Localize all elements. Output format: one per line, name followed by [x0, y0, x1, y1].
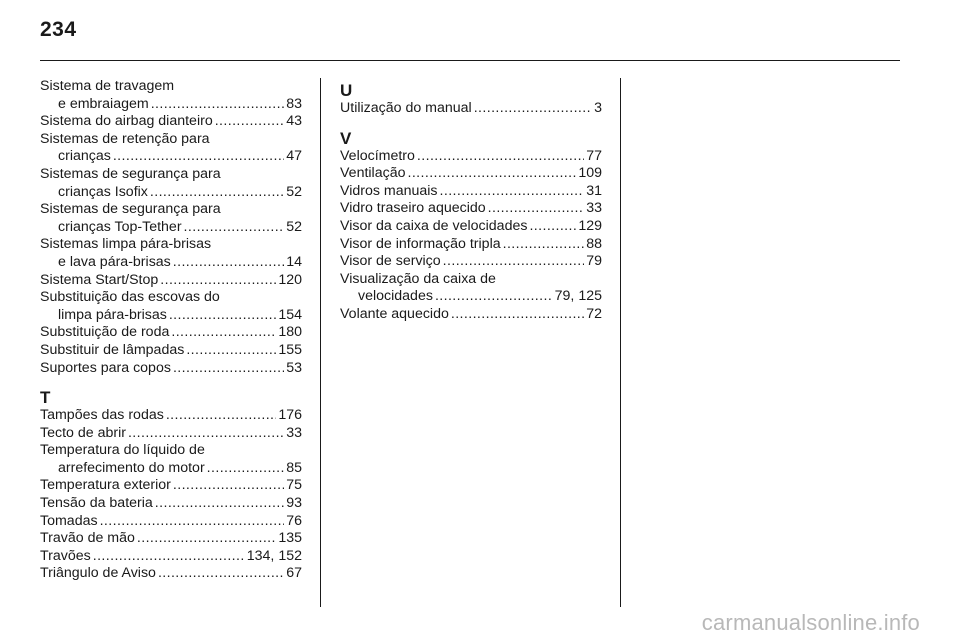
entry-title: Substituição de roda: [40, 324, 170, 341]
entry-title: Visor de informação tripla: [340, 235, 501, 252]
dot-leader: [169, 307, 277, 325]
index-entry: [40, 565, 302, 583]
index-entry: [40, 324, 302, 342]
dot-leader: [151, 96, 285, 114]
entry-page-number: 155: [278, 341, 302, 358]
index-letter-heading: V: [340, 128, 352, 148]
entry-page-number: 85: [286, 459, 302, 476]
entry-title: Substituir de lâmpadas: [40, 341, 185, 358]
dot-leader: [166, 407, 277, 425]
entry-title: Vidros manuais: [340, 182, 438, 199]
entry-page-number: 134, 152: [246, 547, 302, 564]
index-entry: [40, 407, 302, 425]
entry-page-number: 52: [286, 183, 302, 200]
entry-page-number: 53: [286, 359, 302, 376]
entry-subtitle: crianças Isofix: [58, 183, 148, 200]
entry-page-number: 47: [286, 148, 302, 165]
entry-title: Sistema do airbag dianteiro: [40, 113, 213, 130]
entry-page-number: 52: [286, 218, 302, 235]
dot-leader: [100, 513, 285, 531]
column-divider: [320, 78, 321, 607]
entry-subtitle: e embraiagem: [58, 95, 149, 112]
entry-title: Volante aquecido: [340, 305, 449, 322]
entry-subtitle: arrefecimento do motor: [58, 459, 205, 476]
entry-page-number: 79: [586, 253, 602, 270]
entry-page-number: 93: [286, 495, 302, 512]
dot-leader: [207, 460, 285, 478]
entry-title: Sistema Start/Stop: [40, 271, 159, 288]
entry-title: Temperatura exterior: [40, 477, 171, 494]
index-entry: [40, 495, 302, 513]
dot-leader: [186, 342, 276, 360]
entry-page-number: 129: [578, 217, 602, 234]
index-entry: [340, 148, 602, 166]
entry-subtitle: limpa pára-brisas: [58, 306, 167, 323]
entry-page-number: 43: [286, 113, 302, 130]
index-entry: [40, 342, 302, 360]
index-entry: [40, 548, 302, 566]
entry-title: Tensão da bateria: [40, 495, 153, 512]
index-entry: [340, 100, 602, 118]
entry-title: Triângulo de Aviso: [40, 565, 156, 582]
dot-leader: [435, 288, 553, 306]
entry-title: Temperatura do líquido de: [40, 442, 205, 459]
entry-page-number: 120: [278, 271, 302, 288]
column-divider: [620, 78, 621, 607]
entry-title: Visor da caixa de velocidades: [340, 217, 528, 234]
index-entry: [40, 530, 302, 548]
dot-leader: [443, 253, 585, 271]
entry-title: Travão de mão: [40, 530, 135, 547]
index-letter-heading: U: [340, 81, 353, 100]
dot-leader: [184, 219, 285, 237]
dot-leader: [173, 477, 284, 495]
index-column-2: [340, 78, 602, 324]
index-entry: [40, 289, 302, 324]
dot-leader: [488, 200, 585, 218]
index-entry: [40, 272, 302, 290]
index-entry: [40, 442, 302, 477]
entry-title: Utilização do manual: [340, 100, 472, 116]
dot-leader: [451, 306, 584, 324]
index-entry: [40, 131, 302, 166]
entry-title: Substituição das escovas do: [40, 289, 220, 306]
dot-leader: [137, 530, 276, 548]
dot-leader: [155, 495, 284, 513]
dot-leader: [474, 100, 592, 118]
index-entry: [340, 218, 602, 236]
entry-title: Sistema de travagem: [40, 78, 175, 94]
dot-leader: [128, 425, 284, 443]
entry-page-number: 76: [286, 512, 302, 529]
entry-subtitle: velocidades: [358, 288, 433, 305]
index-letter-heading: T: [40, 388, 51, 408]
entry-title: Suportes para copos: [40, 359, 171, 376]
index-entry: [40, 513, 302, 531]
dot-leader: [529, 218, 576, 236]
index-column-1: [40, 78, 302, 583]
index-entry: [40, 360, 302, 378]
entry-page-number: 79, 125: [554, 288, 602, 305]
entry-page-number: 83: [286, 95, 302, 112]
entry-page-number: 33: [286, 424, 302, 441]
dot-leader: [407, 165, 576, 183]
header-rule: [40, 60, 900, 61]
entry-title: Tecto de abrir: [40, 424, 126, 441]
index-entry: [40, 113, 302, 131]
entry-title: Sistemas de retenção para: [40, 130, 210, 147]
entry-title: Sistemas de segurança para: [40, 201, 221, 218]
dot-leader: [160, 272, 276, 290]
index-entry: [340, 236, 602, 254]
entry-title: Sistemas limpa pára-brisas: [40, 236, 212, 253]
entry-title: Velocímetro: [340, 147, 415, 164]
dot-leader: [173, 360, 284, 378]
entry-page-number: 14: [286, 253, 302, 270]
entry-page-number: 72: [586, 305, 602, 322]
entry-page-number: 176: [278, 407, 302, 424]
entry-page-number: 180: [278, 324, 302, 341]
index-entry: [340, 306, 602, 324]
dot-leader: [503, 236, 585, 254]
index-entry: [40, 477, 302, 495]
index-entry: [340, 200, 602, 218]
entry-page-number: 33: [586, 200, 602, 217]
index-entry: [40, 425, 302, 443]
entry-page-number: 88: [586, 235, 602, 252]
index-entry: [40, 236, 302, 271]
entry-page-number: 31: [586, 182, 602, 199]
dot-leader: [113, 148, 284, 166]
index-entry: [40, 201, 302, 236]
entry-page-number: 154: [278, 306, 302, 323]
entry-page-number: 109: [578, 165, 602, 182]
dot-leader: [173, 254, 284, 272]
entry-page-number: 75: [286, 477, 302, 494]
index-entry: [40, 78, 302, 113]
index-entry: [340, 165, 602, 183]
dot-leader: [158, 565, 284, 583]
entry-title: Vidro traseiro aquecido: [340, 200, 486, 217]
entry-subtitle: crianças Top-Tether: [58, 218, 182, 235]
index-entry: [340, 183, 602, 201]
dot-leader: [417, 148, 584, 166]
index-entry: [340, 253, 602, 271]
entry-title: Tampões das rodas: [40, 407, 164, 424]
entry-title: Ventilação: [340, 165, 406, 182]
dot-leader: [171, 324, 276, 342]
entry-subtitle: e lava pára-brisas: [58, 253, 171, 270]
entry-page-number: 67: [286, 565, 302, 582]
page-number: 234: [40, 18, 77, 41]
entry-title: Visualização da caixa de: [340, 270, 496, 287]
entry-title: Travões: [40, 547, 91, 564]
entry-title: Visor de serviço: [340, 253, 441, 270]
index-entry: [340, 271, 602, 306]
dot-leader: [215, 113, 285, 131]
entry-page-number: 135: [278, 530, 302, 547]
entry-title: Tomadas: [40, 512, 98, 529]
dot-leader: [440, 183, 585, 201]
dot-leader: [150, 184, 284, 202]
entry-page-number: 3: [594, 100, 602, 116]
entry-title: Sistemas de segurança para: [40, 165, 221, 182]
dot-leader: [93, 548, 245, 566]
watermark: carmanualsonline.info: [701, 610, 920, 635]
index-entry: [40, 166, 302, 201]
entry-page-number: 77: [586, 147, 602, 164]
entry-subtitle: crianças: [58, 148, 111, 165]
